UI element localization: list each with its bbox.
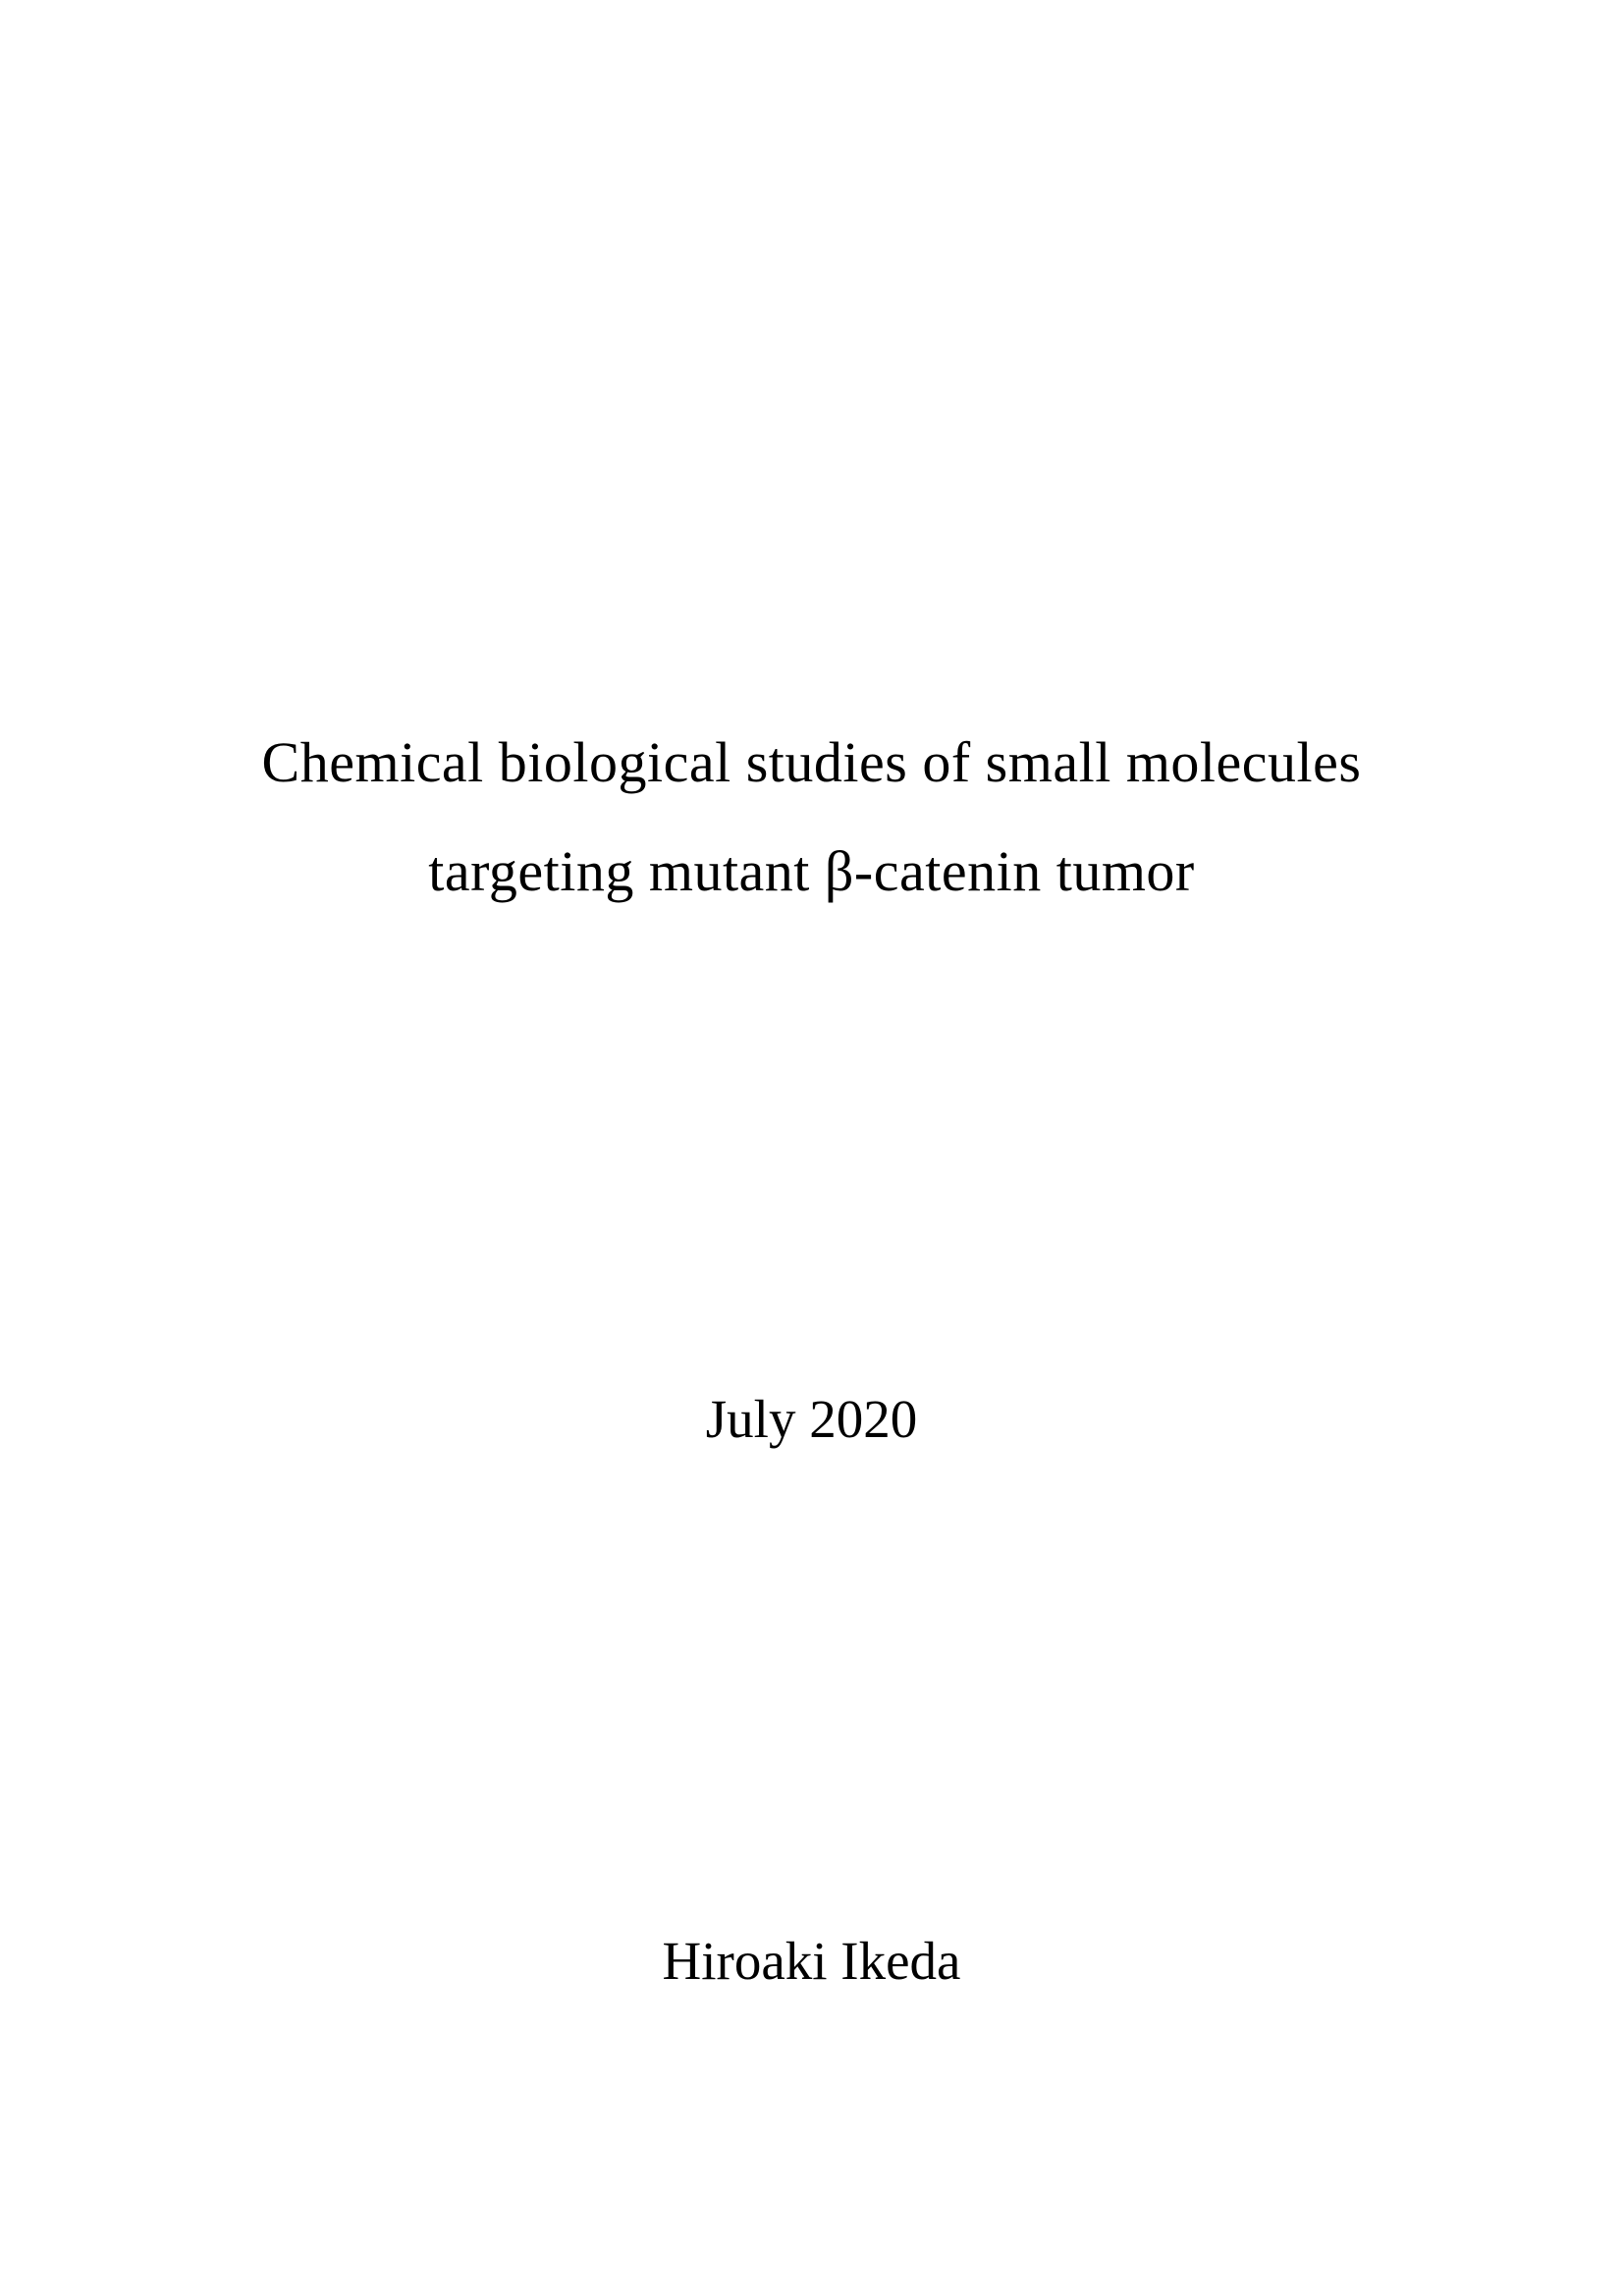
author-name: Hiroaki Ikeda <box>662 1931 961 1991</box>
thesis-title-line-2: targeting mutant β-catenin tumor <box>428 839 1195 903</box>
author-block <box>0 1931 1623 1991</box>
thesis-title-line-1: Chemical biological studies of small molecules <box>261 730 1362 794</box>
publication-date-block <box>0 1389 1623 1449</box>
thesis-title <box>0 730 1623 903</box>
publication-date: July 2020 <box>705 1389 918 1449</box>
